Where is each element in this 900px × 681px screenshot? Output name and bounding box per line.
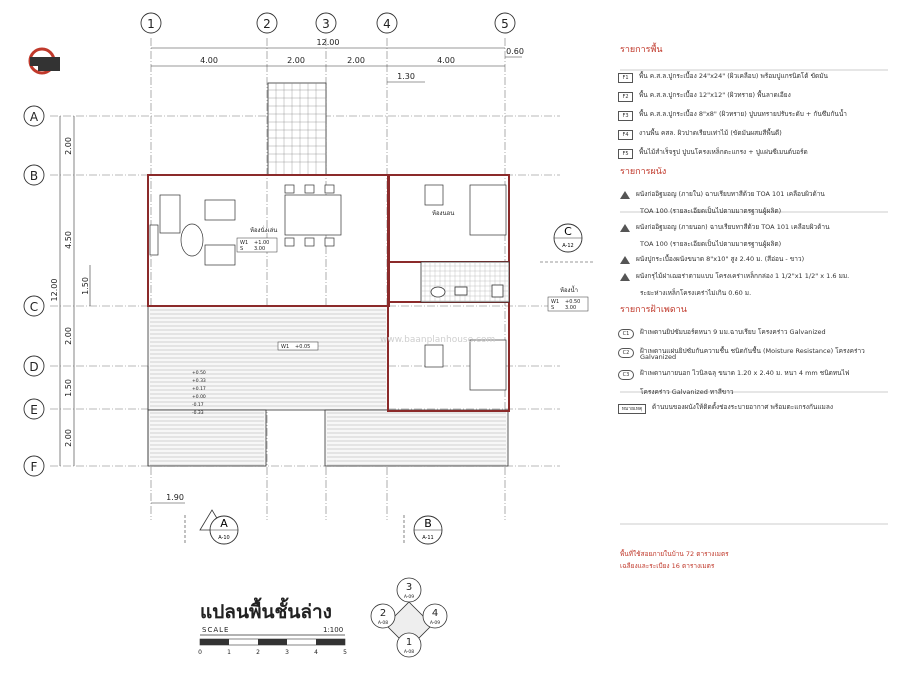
floor-item-text: พื้นไม้สำเร็จรูป ปูบนโครงเหล็กตะแกรง + ปูแผ่นซีเมนต์บอร์ด xyxy=(639,148,808,156)
bathroom-tiles xyxy=(421,262,509,302)
note-row xyxy=(618,404,888,414)
dim-top-extra: 0.60 xyxy=(506,47,524,56)
ceiling-item xyxy=(618,348,888,361)
section-marker-c xyxy=(540,224,595,262)
stair-level-3: +0.17 xyxy=(192,387,206,392)
wall-item xyxy=(618,256,888,264)
stair-level-1: +0.50 xyxy=(192,371,206,376)
elev-top-ref: A-09 xyxy=(403,595,415,600)
room-tag-bath-value2: 3.00 xyxy=(565,305,577,311)
dim-sub-top: 1.30 xyxy=(397,72,415,81)
dim-overall-top: 12.00 xyxy=(316,38,340,47)
room-tag-bath-code2: S xyxy=(551,305,555,311)
wall-list-title: รายการผนัง xyxy=(620,167,667,177)
dim-left-3: 2.00 xyxy=(64,327,73,345)
floor-item-text: พื้น ค.ส.ล.ปูกระเบื้อง 24"x24" (ผิวเคลือบ) พร้อมปูแกรนิตโต้ ขัดมัน xyxy=(639,72,828,80)
room-tag-living-code: W1 xyxy=(240,240,249,246)
ceiling-item xyxy=(618,389,888,396)
room-tag-bath-value: +0.50 xyxy=(565,299,581,305)
floor-item-text: งานพื้น คสล. ผิวปาดเรียบเท่าไม้ (ขัดมันผสมสีพื้นดี) xyxy=(639,129,782,137)
wall-item-text: ผนังปูกระเบื้องผนังขนาด 8"x10" สูง 2.40 ม. (สีอ่อน - ขาว) xyxy=(636,255,805,263)
axis-col-2: 2 xyxy=(263,17,271,31)
section-a-letter: A xyxy=(220,517,228,530)
wall-item-text: ผนังกรุไม้ฝาเฌอร่าตามแบบ โครงเคร่าเหล็กกล่อง 1 1/2"x1 1/2" x 1.6 มม. xyxy=(636,272,850,280)
wall-item xyxy=(618,273,888,281)
elev-right-ref: A-09 xyxy=(429,621,441,626)
stair-level-5: -0.17 xyxy=(192,403,204,408)
section-a-ref: A-10 xyxy=(218,535,230,541)
elev-bottom: 1 xyxy=(405,637,413,648)
wall-item-text: TOA 100 (รายละเอียดเป็นไปตามมาตรฐานผู้ผลิต) xyxy=(640,239,782,248)
area-line-2: เฉลียงและระเบียง 16 ตารางเมตร xyxy=(620,562,715,571)
ceiling-item-tag: C1 xyxy=(618,329,634,339)
triangle-icon xyxy=(620,273,630,281)
floor-item xyxy=(618,149,888,159)
wall-item xyxy=(618,208,888,215)
scale-tick-2: 2 xyxy=(256,649,260,656)
axis-col-1: 1 xyxy=(147,17,155,31)
wall-item xyxy=(618,241,888,248)
stair-level-2: +0.33 xyxy=(192,379,206,384)
floor-item-tag: F3 xyxy=(618,111,633,121)
area-line-1: พื้นที่ใช้สอยภายในบ้าน 72 ตารางเมตร xyxy=(620,550,729,558)
dim-left-5: 2.00 xyxy=(64,429,73,447)
triangle-icon xyxy=(620,224,630,232)
axis-row-f: F xyxy=(30,460,38,474)
dim-left-1: 2.00 xyxy=(64,137,73,155)
axis-row-c: C xyxy=(29,300,39,314)
ceiling-item xyxy=(618,370,888,380)
floor-item-tag: F1 xyxy=(618,73,633,83)
room-name-bedroom: ห้องนอน xyxy=(432,210,455,217)
wall-item-text: ผนังก่ออิฐมอญ (ภายใน) ฉาบเรียบทาสีด้วย TOA 101 เคลือบผิวด้าน xyxy=(636,190,825,198)
wall-item xyxy=(618,290,888,297)
floor-list-title: รายการพื้น xyxy=(620,45,663,55)
tv-cabinet xyxy=(150,225,158,255)
dim-top-3: 2.00 xyxy=(347,56,365,65)
room-tag-living-code2: S xyxy=(240,246,244,252)
ceiling-item-tag: C2 xyxy=(618,348,634,358)
room-tag-bath-code: W1 xyxy=(551,299,560,305)
elev-bottom-ref: A-08 xyxy=(403,650,415,655)
wall-item-text: ระยะห่างเหล็กโครงเคร่าไม่เกิน 0.60 ม. xyxy=(640,289,752,297)
floor-item-tag: F4 xyxy=(618,130,633,140)
scale-tick-4: 4 xyxy=(314,649,318,656)
dim-left-inner: 1.50 xyxy=(81,277,90,295)
dim-bottom-left: 1.90 xyxy=(166,493,184,502)
room-name-bath: ห้องน้ำ xyxy=(560,287,578,294)
note-text: ด้านบนของผนังให้ติดตั้งช่องระบายอากาศ พร้อมตะแกรงกันแมลง xyxy=(652,403,833,411)
ceiling-item xyxy=(618,329,888,339)
dim-top-2: 2.00 xyxy=(287,56,305,65)
scale-ratio: 1:100 xyxy=(323,626,344,634)
wall-item-text: ผนังก่ออิฐมอญ (ภายนอก) ฉาบเรียบทาสีด้วย TOA 101 เคลือบผิวด้าน xyxy=(636,222,830,231)
axis-row-d: D xyxy=(29,360,39,374)
specification-legend xyxy=(618,40,888,423)
note-label: หมายเหตุ xyxy=(618,404,646,414)
axis-col-5: 5 xyxy=(501,17,509,31)
section-marker-a xyxy=(185,510,238,545)
triangle-icon xyxy=(620,191,630,199)
toilet-icon xyxy=(431,287,445,297)
sofa-set xyxy=(160,195,235,265)
sink-icon xyxy=(455,287,467,295)
scale-tick-5: 5 xyxy=(343,649,347,656)
floor-item-tag: F5 xyxy=(618,149,633,159)
scale-tick-1: 1 xyxy=(227,649,231,656)
deck-area xyxy=(148,306,508,466)
shower-icon xyxy=(492,285,503,297)
axis-col-3: 3 xyxy=(322,17,330,31)
ceiling-item-text: โครงคร่าว Galvanized ทาสีขาว xyxy=(640,387,734,396)
elev-left-ref: A-08 xyxy=(377,621,389,626)
dim-left-4: 1.50 xyxy=(64,379,73,397)
dining-table xyxy=(285,185,341,246)
floor-item xyxy=(618,111,888,121)
dim-top-1: 4.00 xyxy=(200,56,218,65)
wall-item-text: TOA 100 (รายละเอียดเป็นไปตามมาตรฐานผู้ผลิต) xyxy=(640,207,782,215)
elev-top: 3 xyxy=(405,582,413,593)
section-c-ref: A-12 xyxy=(562,243,574,249)
floor-item-text: พื้น ค.ส.ล.ปูกระเบื้อง 12"x12" (ผิวทราย) พื้นลาดเอียง xyxy=(639,91,791,99)
wall-item xyxy=(618,191,888,199)
dim-left-2: 4.50 xyxy=(64,231,73,249)
plan-title: แปลนพื้นชั้นล่าง xyxy=(200,601,332,623)
room-tag-living-value: +1.00 xyxy=(254,240,270,246)
ceiling-list-title: รายการฝ้าเพดาน xyxy=(620,304,687,315)
floor-item-tag: F2 xyxy=(618,92,633,102)
room-tag-living-value2: 3.00 xyxy=(254,246,266,252)
scale-label: SCALE xyxy=(202,626,230,634)
bed-bottom xyxy=(425,340,506,390)
room-name-living: ห้องนั่งเล่น xyxy=(250,227,278,234)
floor-item xyxy=(618,92,888,102)
elev-right: 4 xyxy=(431,608,439,619)
balcony-top xyxy=(268,83,326,175)
elevation-marker xyxy=(371,578,447,657)
company-logo xyxy=(30,49,60,73)
section-marker-b xyxy=(404,515,442,545)
axis-col-4: 4 xyxy=(383,17,391,31)
elev-left: 2 xyxy=(379,608,387,619)
axis-row-e: E xyxy=(30,403,38,417)
floor-item xyxy=(618,73,888,83)
stair-level-4: +0.00 xyxy=(192,395,206,400)
axis-row-b: B xyxy=(29,169,39,183)
ceiling-item-text: ฝ้าเพดานยิปซัมบอร์ดหนา 9 มม.ฉาบเรียบ โครงคร่าว Galvanized xyxy=(640,327,826,336)
section-b-ref: A-11 xyxy=(422,535,434,541)
section-c-letter: C xyxy=(564,225,572,238)
axis-bubbles-rows xyxy=(24,106,44,476)
stair-level-6: -0.33 xyxy=(192,411,204,416)
scale-tick-0: 0 xyxy=(198,649,202,656)
dim-left-overall: 12.00 xyxy=(50,278,59,302)
section-b-letter: B xyxy=(424,517,432,530)
scale-tick-3: 3 xyxy=(285,649,289,656)
area-summary xyxy=(620,548,730,573)
axis-row-a: A xyxy=(29,110,39,124)
room-tag-deck-value: +0.05 xyxy=(295,344,311,350)
watermark: www.baanplanhouse.com xyxy=(380,335,496,345)
ceiling-item-text: ฝ้าเพดานแผ่นยิปซัมกันความชื้น ชนิดกันชื้น (Moisture Resistance) โครงคร่าว Galvanized xyxy=(640,346,865,361)
ceiling-item-text: ฝ้าเพดานภายนอก ไวนิลฉลุ ขนาด 1.20 x 2.40 ม. หนา 4 mm ชนิดทนไฟ xyxy=(640,368,850,377)
triangle-icon xyxy=(620,256,630,264)
scale-bar xyxy=(198,635,347,656)
floor-item xyxy=(618,130,888,140)
ceiling-item-tag: C3 xyxy=(618,370,634,380)
room-tag-deck-code: W1 xyxy=(281,344,290,350)
wall-item xyxy=(618,224,888,232)
dim-top-4: 4.00 xyxy=(437,56,455,65)
floor-item-text: พื้น ค.ส.ล.ปูกระเบื้อง 8"x8" (ผิวทราย) ปูบนทรายปรับระดับ + กันซึมกันน้ำ xyxy=(639,110,847,118)
